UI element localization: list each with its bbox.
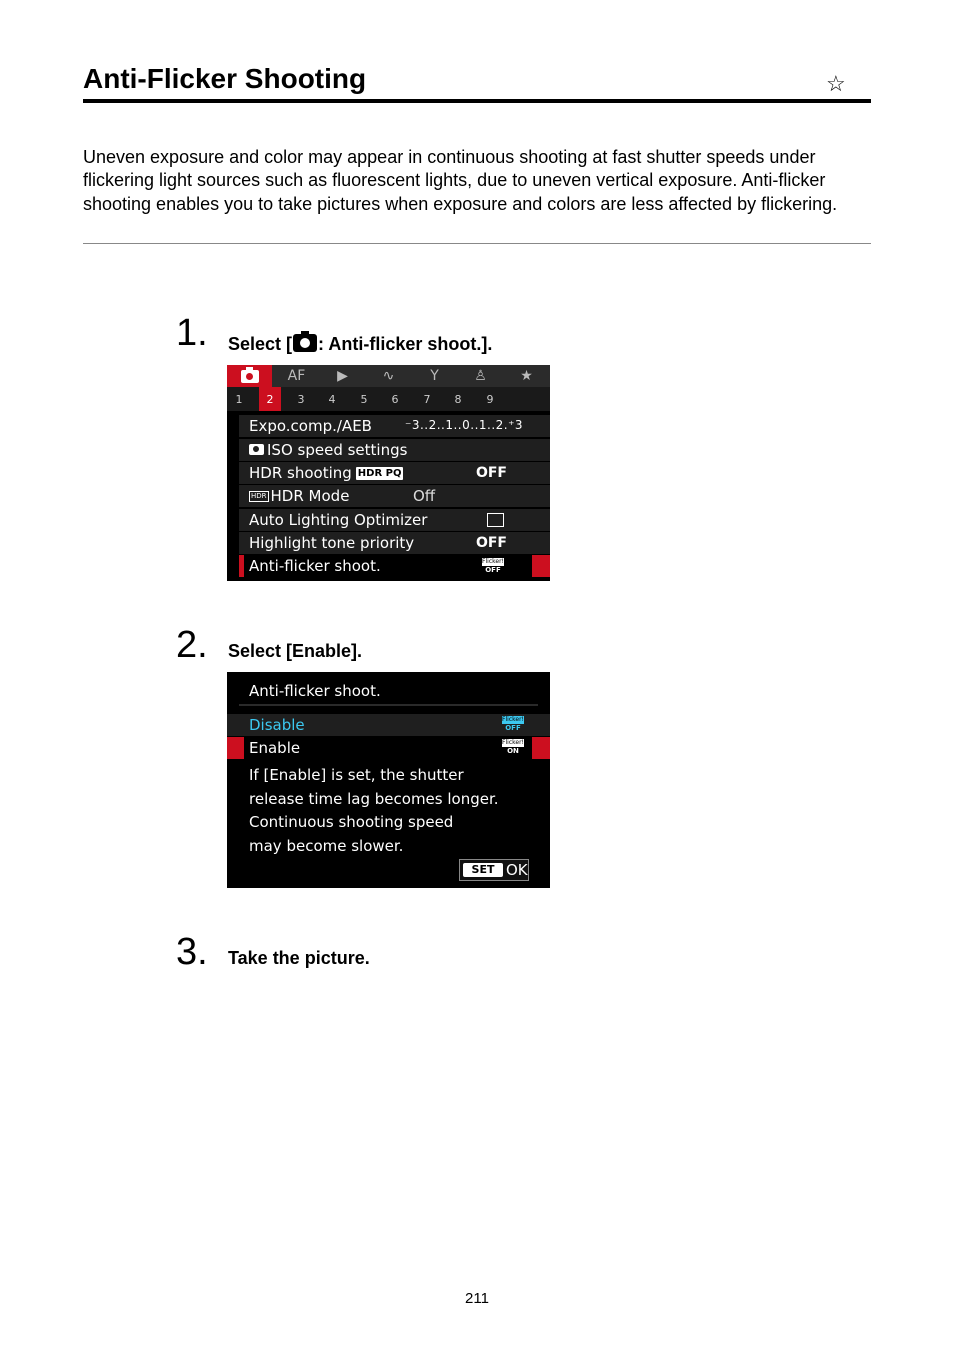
description-line: release time lag becomes longer. — [249, 789, 499, 808]
set-ok-button[interactable] — [459, 859, 529, 881]
option-description — [249, 764, 539, 858]
camera-icon — [293, 334, 317, 352]
menu-tab-bar — [227, 365, 550, 387]
anti-flicker-settings-screen — [227, 672, 550, 888]
tab-custom[interactable]: ♙ — [474, 368, 487, 384]
hdr-icon: HDR — [251, 492, 267, 500]
menu-item-hdr-mode[interactable] — [239, 485, 550, 507]
intro-divider — [83, 243, 871, 244]
camera-menu-screen — [227, 365, 550, 581]
page-number-6[interactable]: 6 — [391, 392, 399, 406]
menu-item-auto-lighting-optimizer[interactable] — [239, 509, 550, 531]
menu-item-label — [249, 462, 403, 484]
tab-my-menu[interactable]: ★ — [520, 368, 533, 384]
exposure-scale: ⁻3..2..1..0..1..2.⁺3 — [405, 418, 524, 432]
menu-item-iso-speed[interactable] — [239, 439, 550, 461]
option-enable[interactable] — [227, 737, 550, 759]
page-number-5[interactable]: 5 — [360, 392, 368, 406]
tab-wireless[interactable]: ∿ — [382, 368, 395, 384]
menu-item-label-text: HDR shooting — [249, 464, 352, 482]
flicker-off-icon: Flicker! OFF — [482, 558, 504, 574]
option-disable[interactable] — [227, 714, 550, 736]
auto-lighting-optimizer-icon — [487, 513, 504, 527]
menu-item-label — [249, 485, 349, 507]
flicker-off-icon: Flicker! OFF — [502, 716, 524, 732]
settings-title: Anti-flicker shoot. — [249, 682, 381, 700]
hdr-pq-badge: HDR PQ — [357, 468, 402, 479]
step-2-text: Select [Enable]. — [228, 641, 363, 661]
menu-item-value: OFF — [475, 465, 507, 481]
menu-page-numbers — [227, 387, 550, 411]
step-3-number: 3. — [176, 931, 208, 973]
star-icon: ☆ — [826, 71, 846, 96]
settings-title-divider — [239, 704, 538, 706]
menu-item-label: Auto Lighting Optimizer — [249, 511, 428, 529]
set-button-label: SET — [463, 863, 503, 877]
step-1-number: 1. — [176, 312, 208, 354]
page-number: 211 — [465, 1290, 489, 1307]
description-line: may become slower. — [249, 836, 404, 855]
menu-item-label-text: HDR Mode — [270, 487, 350, 505]
step-3-text: Take the picture. — [228, 948, 370, 968]
tab-shooting[interactable] — [227, 365, 272, 387]
flicker-on-icon: Flicker! ON — [502, 739, 524, 755]
menu-item-value: Off — [413, 487, 436, 505]
camera-icon — [249, 444, 264, 455]
step-1-text — [228, 333, 492, 355]
step-1-text-before: Select [ — [228, 334, 293, 354]
intro-paragraph: Uneven exposure and color may appear in continuous shooting at fast shutter speeds under flickering light sources such as fluorescent lights, due to uneven vertical exposure. Anti-flicker shooting enables you to take pictures when exposure and colors are less affected by flickering. — [83, 147, 838, 214]
step-2-number: 2. — [176, 624, 208, 666]
ok-label: OK — [506, 861, 528, 879]
menu-item-label: Expo.comp./AEB — [249, 417, 372, 435]
tab-playback[interactable]: ▶ — [337, 368, 348, 384]
step-1-text-after: : Anti-flicker shoot.]. — [318, 334, 493, 354]
page-title: Anti-Flicker Shooting — [83, 63, 367, 94]
page-number-4[interactable]: 4 — [328, 392, 336, 406]
description-line: Continuous shooting speed — [249, 813, 454, 831]
option-label: Enable — [249, 739, 301, 757]
title-divider — [83, 99, 871, 103]
page-number-8[interactable]: 8 — [454, 392, 462, 406]
page-number-3[interactable]: 3 — [297, 392, 305, 406]
page-number-1[interactable]: 1 — [235, 392, 243, 406]
page-number-9[interactable]: 9 — [486, 392, 494, 406]
menu-item-hdr-shooting[interactable] — [239, 462, 550, 484]
page-number-2[interactable]: 2 — [259, 387, 281, 411]
menu-item-label: Highlight tone priority — [249, 534, 415, 552]
menu-item-value: OFF — [475, 535, 507, 551]
menu-item-label-text: ISO speed settings — [267, 441, 408, 459]
page-number-7[interactable]: 7 — [423, 392, 431, 406]
option-label: Disable — [249, 716, 305, 734]
camera-icon — [241, 370, 259, 383]
menu-item-highlight-tone-priority[interactable] — [239, 532, 550, 554]
menu-item-label: Anti-flicker shoot. — [249, 557, 381, 575]
menu-item-anti-flicker-shoot[interactable] — [239, 555, 550, 577]
menu-item-label — [249, 439, 407, 461]
tab-setup[interactable]: Y — [430, 368, 439, 384]
tab-af[interactable]: AF — [287, 368, 306, 384]
description-line: If [Enable] is set, the shutter — [249, 766, 464, 784]
menu-item-expo-comp[interactable] — [239, 415, 550, 437]
